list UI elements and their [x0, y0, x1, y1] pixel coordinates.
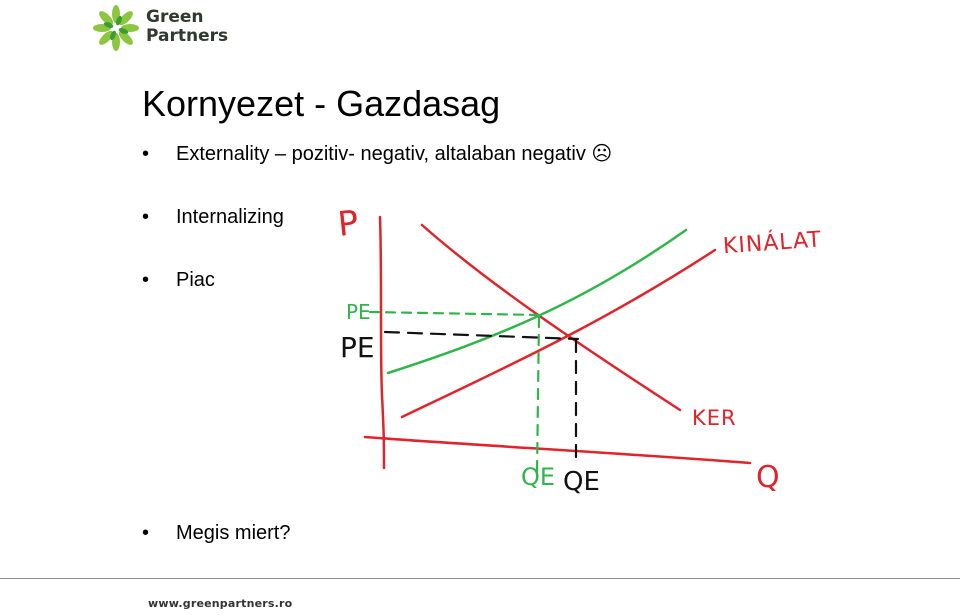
y-axis — [380, 217, 384, 468]
demand-label: KER — [692, 406, 737, 430]
slide-title: Kornyezet - Gazdasag — [142, 83, 501, 124]
social-quantity-guide — [537, 317, 539, 475]
bullet-dot: • — [142, 206, 150, 228]
bullet-dot: • — [142, 269, 150, 291]
demand-curve — [422, 225, 680, 410]
bullet-dot: • — [142, 522, 150, 544]
qty-social-label: QE — [521, 463, 556, 491]
supply-demand-diagram — [320, 195, 850, 510]
market-price-guide — [385, 332, 578, 339]
x-axis-label: Q — [756, 460, 780, 495]
x-axis — [365, 437, 750, 463]
supply-curve-market — [402, 250, 715, 417]
qty-market-label: QE — [563, 467, 600, 497]
bullet-text: Internalizing — [176, 206, 284, 228]
supply-label: KINÁLAT — [722, 227, 823, 260]
bullet-text: Externality – pozitiv- negativ, altalaban negativ ☹ — [176, 143, 613, 165]
logo-line-2: Partners — [146, 26, 229, 46]
social-price-guide — [370, 312, 540, 315]
logo-wordmark — [146, 8, 228, 46]
bullet-text: Piac — [176, 269, 215, 291]
price-market-label: PE — [340, 331, 375, 364]
price-social-label: PE — [346, 300, 371, 324]
footer-divider — [0, 578, 960, 579]
logo-line-1: Green — [146, 7, 204, 27]
bullet-dot: • — [142, 143, 150, 165]
y-axis-label: P — [335, 203, 361, 245]
bullet-text: Megis miert? — [176, 522, 291, 544]
footer-url: www.greenpartners.ro — [148, 597, 293, 610]
